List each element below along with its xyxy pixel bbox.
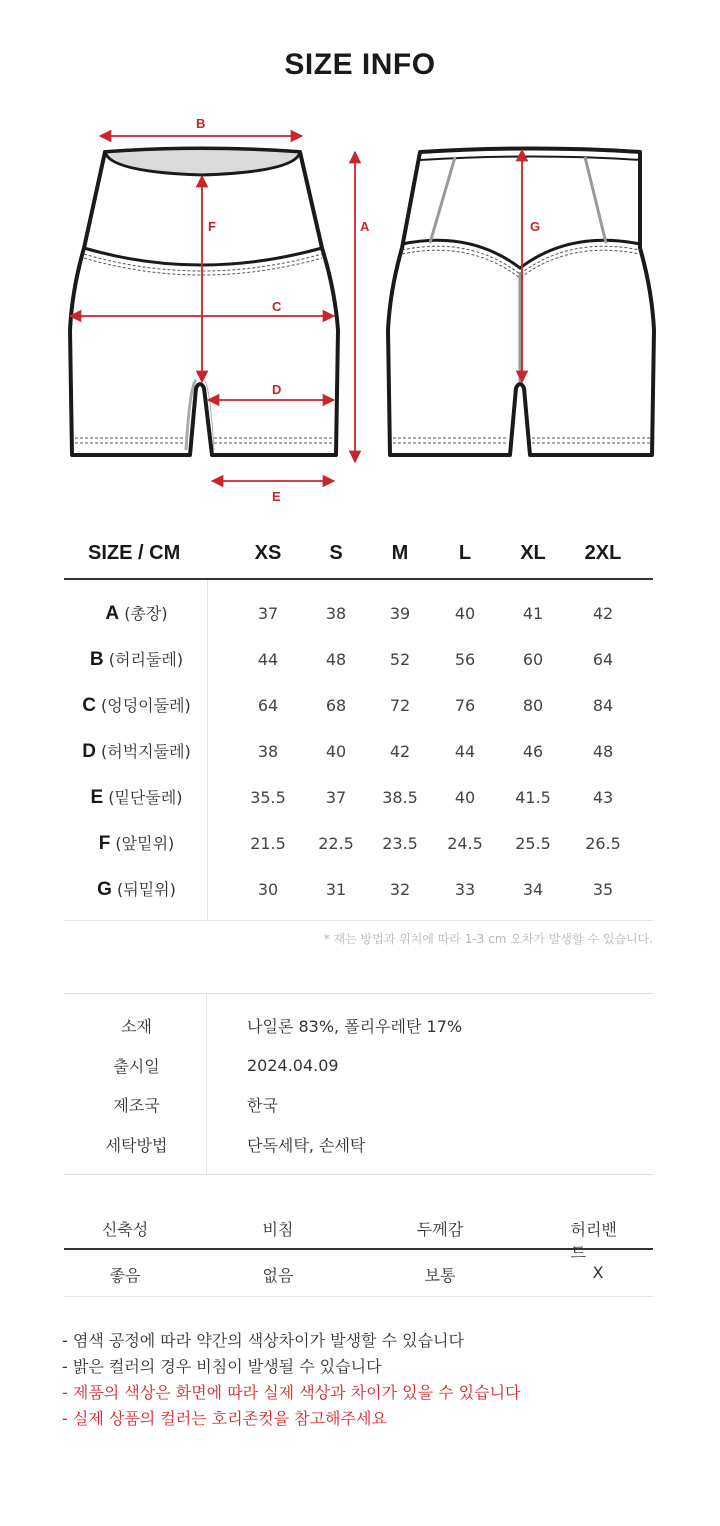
label-d: D xyxy=(272,382,282,397)
page-title: SIZE INFO xyxy=(284,48,436,81)
size-value: 40 xyxy=(325,741,347,761)
measurement-label: (허리둘레) xyxy=(108,650,184,669)
size-value: 25.5 xyxy=(515,833,551,853)
size-value: 32 xyxy=(389,879,411,899)
info-value: 2024.04.09 xyxy=(247,1055,339,1075)
measurement-name xyxy=(64,647,209,671)
attr-value-waistband: X xyxy=(592,1263,604,1282)
info-value: 나일론 83%, 폴리우레탄 17% xyxy=(247,1017,463,1037)
size-value: 42 xyxy=(389,741,411,761)
fabric-attributes-table xyxy=(64,1208,653,1297)
info-label: 소재 xyxy=(121,1017,152,1037)
size-col-xl: XL xyxy=(520,541,546,564)
measurement-name xyxy=(64,877,209,901)
size-table-header xyxy=(64,528,653,580)
attributes-values xyxy=(64,1250,653,1297)
notice-list xyxy=(62,1328,521,1432)
size-value: 37 xyxy=(325,787,347,807)
front-shorts-illustration xyxy=(70,149,338,456)
info-value: 단독세탁, 손세탁 xyxy=(247,1135,366,1155)
size-header-label: SIZE / CM xyxy=(88,541,181,564)
measurement-code: E xyxy=(90,787,104,808)
size-value: 42 xyxy=(592,603,614,623)
size-value: 44 xyxy=(257,649,279,669)
measurement-label: (총장) xyxy=(124,604,168,623)
measurement-code: A xyxy=(105,603,120,624)
back-shorts-illustration xyxy=(388,149,654,456)
measurement-label: (밑단둘레) xyxy=(108,788,183,807)
size-value: 44 xyxy=(454,741,476,761)
size-table-body xyxy=(64,580,653,921)
measurement-name xyxy=(64,601,209,625)
size-value: 37 xyxy=(257,603,279,623)
label-b: B xyxy=(196,116,206,131)
measurement-label: (허벅지둘레) xyxy=(101,742,191,761)
label-c: C xyxy=(272,299,282,314)
size-value: 38.5 xyxy=(382,787,418,807)
size-value: 56 xyxy=(454,649,476,669)
size-value: 48 xyxy=(325,649,347,669)
info-row-material xyxy=(64,1006,653,1046)
info-row-washing xyxy=(64,1125,653,1165)
measurement-label: (앞밑위) xyxy=(115,834,175,853)
notice-item: - 염색 공정에 따라 약간의 색상차이가 발생할 수 있습니다 xyxy=(62,1331,464,1350)
size-row-f xyxy=(64,820,653,866)
size-value: 30 xyxy=(257,879,279,899)
notice-item: - 밝은 컬러의 경우 비침이 발생될 수 있습니다 xyxy=(62,1357,382,1376)
size-value: 31 xyxy=(325,879,347,899)
size-value: 84 xyxy=(592,695,614,715)
info-row-country xyxy=(64,1085,653,1125)
size-row-d xyxy=(64,728,653,774)
size-value: 52 xyxy=(389,649,411,669)
product-info-table xyxy=(64,993,653,1175)
info-label: 세탁방법 xyxy=(105,1135,168,1155)
size-value: 26.5 xyxy=(585,833,621,853)
attr-header-waistband: 허리밴드 xyxy=(570,1220,617,1262)
size-col-l: L xyxy=(458,541,472,564)
measurement-code: C xyxy=(82,695,96,716)
size-value: 64 xyxy=(257,695,279,715)
size-row-a xyxy=(64,590,653,636)
size-value: 35 xyxy=(592,879,614,899)
attr-value-stretch: 좋음 xyxy=(109,1266,141,1285)
size-value: 43 xyxy=(592,787,614,807)
measurement-code: F xyxy=(98,833,111,854)
size-value: 48 xyxy=(592,741,614,761)
size-value: 64 xyxy=(592,649,614,669)
attr-value-sheerness: 없음 xyxy=(262,1266,294,1285)
size-value: 34 xyxy=(522,879,544,899)
size-col-xs: XS xyxy=(254,541,282,564)
measurement-name xyxy=(64,693,209,717)
size-value: 40 xyxy=(454,603,476,623)
measurement-name xyxy=(64,785,209,809)
notice-item: - 실제 상품의 컬러는 호리존컷을 참고해주세요 xyxy=(62,1409,387,1428)
size-value: 72 xyxy=(389,695,411,715)
size-row-e xyxy=(64,774,653,820)
measurement-code: G xyxy=(97,879,112,900)
attributes-header xyxy=(64,1208,653,1262)
measurement-label: (엉덩이둘레) xyxy=(101,696,191,715)
size-value: 21.5 xyxy=(250,833,286,853)
size-value: 41 xyxy=(522,603,544,623)
label-f: F xyxy=(208,219,216,234)
info-label: 출시일 xyxy=(113,1056,160,1076)
size-row-b xyxy=(64,636,653,682)
size-value: 35.5 xyxy=(250,787,286,807)
measurement-label: (뒤밑위) xyxy=(117,880,176,899)
info-row-release-date xyxy=(64,1046,653,1086)
size-diagram xyxy=(0,110,720,510)
size-col-m: M xyxy=(391,541,409,564)
size-value: 23.5 xyxy=(382,833,418,853)
size-value: 24.5 xyxy=(447,833,483,853)
size-value: 76 xyxy=(454,695,476,715)
size-value: 46 xyxy=(522,741,544,761)
size-table xyxy=(64,528,653,921)
measurement-code: B xyxy=(89,649,104,670)
attr-value-thickness: 보통 xyxy=(424,1266,456,1285)
size-value: 40 xyxy=(454,787,476,807)
label-e: E xyxy=(272,489,281,504)
label-g: G xyxy=(530,219,541,234)
size-row-c xyxy=(64,682,653,728)
size-value: 38 xyxy=(325,603,347,623)
size-value: 68 xyxy=(325,695,347,715)
size-value: 22.5 xyxy=(318,833,354,853)
size-value: 33 xyxy=(454,879,476,899)
size-value: 41.5 xyxy=(515,787,551,807)
size-value: 60 xyxy=(522,649,544,669)
info-label: 제조국 xyxy=(113,1096,160,1116)
attr-header-thickness: 두께감 xyxy=(416,1220,464,1239)
info-value: 한국 xyxy=(247,1096,278,1116)
notice-item: - 제품의 색상은 화면에 따라 실제 색상과 차이가 있을 수 있습니다 xyxy=(62,1383,521,1402)
size-value: 39 xyxy=(389,603,411,623)
attr-header-stretch: 신축성 xyxy=(101,1220,149,1239)
size-col-2xl: 2XL xyxy=(584,541,622,564)
size-value: 80 xyxy=(522,695,544,715)
label-a: A xyxy=(360,219,370,234)
size-col-s: S xyxy=(329,541,343,564)
measurement-note: * 재는 방법과 위치에 따라 1-3 cm 오차가 발생할 수 있습니다. xyxy=(323,932,653,946)
size-value: 38 xyxy=(257,741,279,761)
measurement-code: D xyxy=(82,741,96,762)
measurement-name xyxy=(64,739,209,763)
size-row-g xyxy=(64,866,653,912)
attr-header-sheerness: 비침 xyxy=(262,1220,294,1239)
measurement-name xyxy=(64,831,209,855)
